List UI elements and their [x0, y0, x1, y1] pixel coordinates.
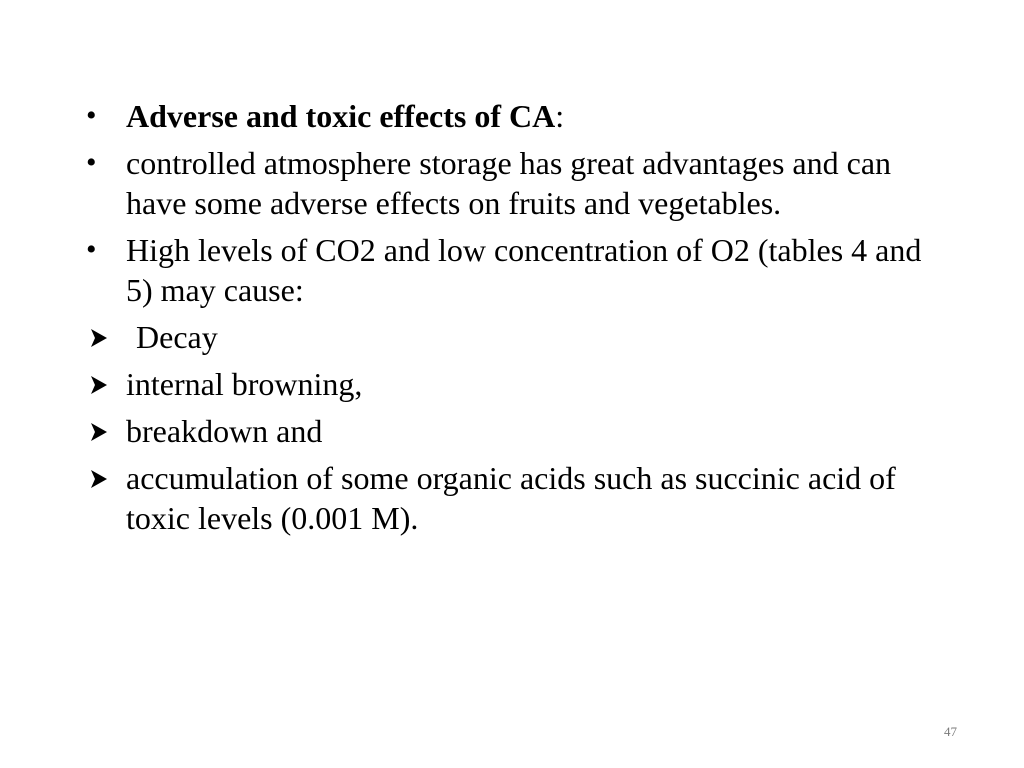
bullet-item-co2-levels: [86, 230, 926, 310]
arrow-bullet-icon: [90, 317, 126, 348]
arrow-text: Decay: [136, 319, 218, 355]
heading-colon: :: [555, 98, 565, 134]
arrow-bullet-icon: [90, 364, 126, 395]
arrow-item-internal-browning: [86, 364, 926, 404]
bullet-text: High levels of CO2 and low concentration of O2 (tables 4 and 5) may cause:: [126, 232, 922, 308]
arrow-bullet-icon: [90, 458, 126, 489]
bullet-text: controlled atmosphere storage has great advantages and can have some adverse effects on fruits and vegetables.: [126, 145, 892, 221]
bullet-dot-icon: •: [86, 233, 97, 266]
arrow-text: internal browning,: [126, 366, 363, 402]
arrow-item-breakdown: [86, 411, 926, 451]
bullet-dot-icon: •: [86, 146, 97, 179]
page-number: 47: [944, 724, 957, 739]
arrow-bullet-icon: [90, 411, 126, 442]
bullet-list: [86, 96, 926, 545]
bullet-item-advantages: [86, 143, 926, 223]
heading-text: Adverse and toxic effects of CA: [126, 98, 556, 134]
bullet-item-heading: [86, 96, 926, 136]
arrow-text: breakdown and: [126, 413, 323, 449]
bullet-dot-icon: •: [86, 99, 97, 132]
arrow-text: accumulation of some organic acids such as succinic acid of toxic levels (0.001 M).: [126, 460, 896, 536]
arrow-item-accumulation: [86, 458, 926, 538]
arrow-item-decay: [86, 317, 926, 357]
